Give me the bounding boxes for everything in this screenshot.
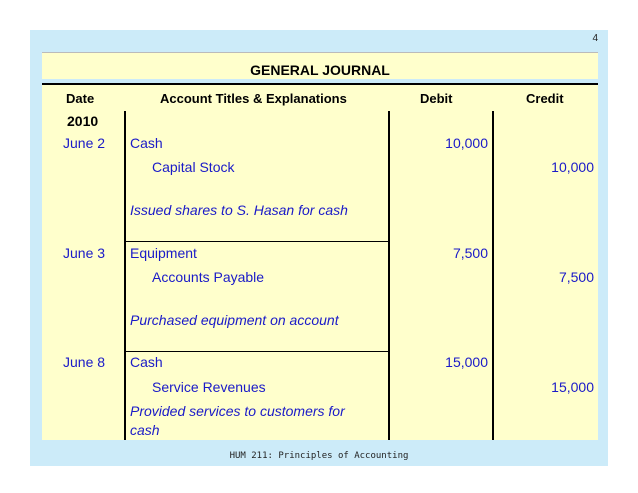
credit-account: Accounts Payable (152, 269, 265, 285)
entry-date: June 3 (63, 245, 106, 261)
debit-amount: 10,000 (445, 135, 488, 151)
page-number: 4 (592, 33, 598, 44)
column-divider (388, 111, 390, 440)
entry-separator (124, 351, 388, 352)
credit-amount: 7,500 (558, 269, 594, 285)
debit-account: Cash (130, 354, 163, 370)
journal-year: 2010 (67, 113, 99, 129)
entry-explanation-line1: Provided services to customers for (130, 403, 345, 419)
entry-date: June 2 (63, 135, 106, 151)
credit-account: Service Revenues (152, 379, 266, 395)
header-credit: Credit (526, 91, 564, 106)
credit-amount: 15,000 (551, 379, 594, 395)
slide-footer: HUM 211: Principles of Accounting (229, 451, 409, 461)
slide (30, 30, 608, 466)
debit-amount: 15,000 (445, 354, 488, 370)
entry-explanation: Purchased equipment on account (130, 312, 339, 328)
journal-header-row (42, 83, 598, 113)
credit-account: Capital Stock (152, 159, 235, 175)
header-account: Account Titles & Explanations (160, 91, 347, 106)
column-divider (492, 111, 494, 440)
debit-account: Equipment (130, 245, 197, 261)
entry-explanation: Issued shares to S. Hasan for cash (130, 202, 348, 218)
header-date: Date (66, 91, 95, 106)
debit-amount: 7,500 (452, 245, 488, 261)
journal-title: GENERAL JOURNAL (42, 52, 598, 79)
entry-date: June 8 (63, 354, 106, 370)
credit-amount: 10,000 (551, 159, 594, 175)
header-debit: Debit (420, 91, 453, 106)
debit-account: Cash (130, 135, 163, 151)
entry-separator (124, 241, 388, 242)
column-divider (124, 111, 126, 440)
entry-explanation-line2: cash (130, 422, 160, 438)
